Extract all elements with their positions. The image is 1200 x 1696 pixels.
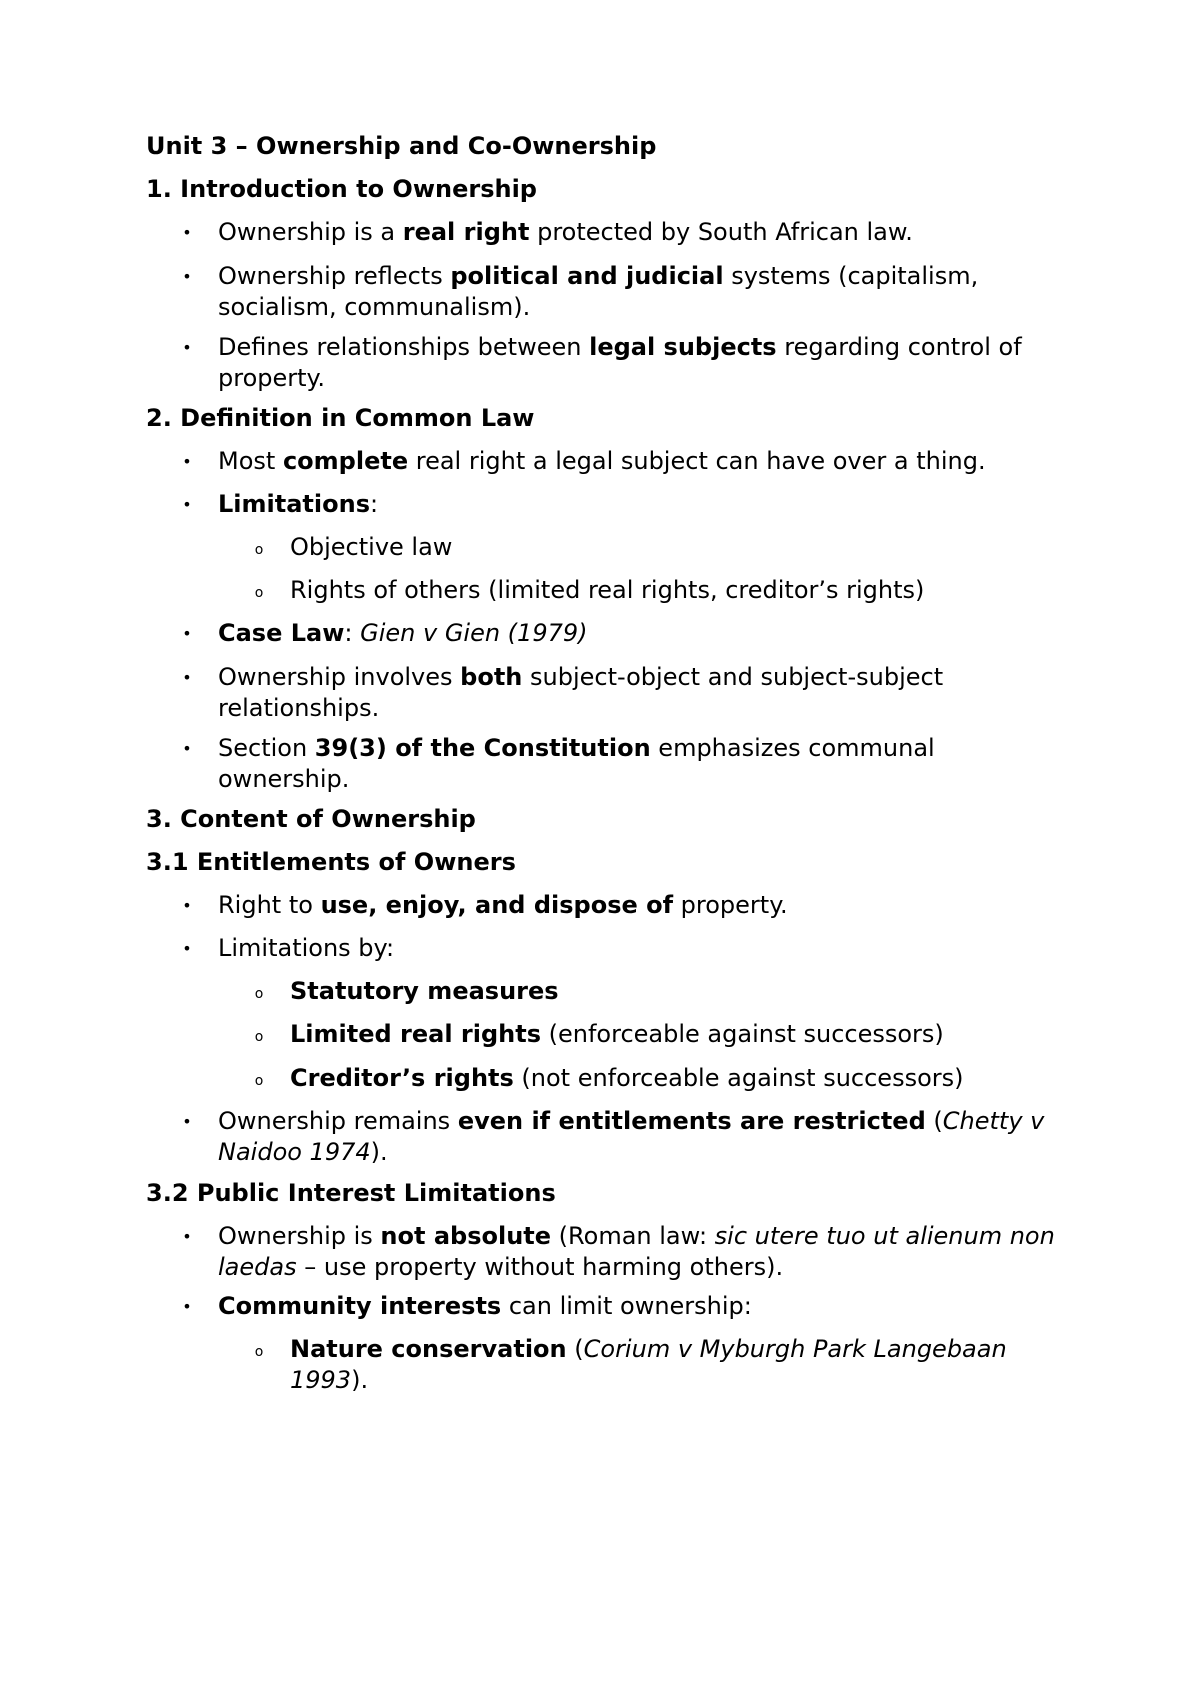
text-run: ). <box>370 1138 388 1166</box>
bold-text: use, enjoy, and dispose of <box>320 891 674 919</box>
bullet-marker: • <box>182 495 192 514</box>
bullet-marker: • <box>182 668 192 687</box>
bold-text: legal subjects <box>589 333 777 361</box>
italic-text: sic utere tuo ut alienum non laedas <box>218 1222 1055 1281</box>
bullet-marker: • <box>182 624 192 643</box>
text-run: Section <box>218 734 315 762</box>
text-run: Ownership involves <box>218 663 461 691</box>
bullet-marker: • <box>182 1297 192 1316</box>
bold-text: real right <box>402 218 530 246</box>
sub-bullet-item <box>254 1019 1060 1050</box>
bold-text: not absolute <box>380 1222 552 1250</box>
bold-text: both <box>460 663 523 691</box>
text-run: regarding control of property. <box>218 333 1022 392</box>
text-run: can limit ownership: <box>501 1292 752 1320</box>
bold-text: Limitations <box>218 490 370 518</box>
bullet-item <box>182 1221 1060 1283</box>
bold-text: Community interests <box>218 1292 502 1320</box>
text-run: Objective law <box>290 533 453 561</box>
section-heading: 3. Content of Ownership <box>146 805 476 833</box>
bullet-marker: • <box>182 1227 192 1246</box>
text-run: ( <box>925 1107 943 1135</box>
text-run: Ownership remains <box>218 1107 458 1135</box>
bold-text: even if entitlements are restricted <box>457 1107 926 1135</box>
text-run: ). <box>351 1366 369 1394</box>
bold-text: complete <box>282 447 409 475</box>
text-run: protected by South African law. <box>529 218 913 246</box>
text-run: systems (capitalism, socialism, communalism). <box>218 262 979 321</box>
bullet-item <box>182 1106 1060 1168</box>
text-run: (enforceable against successors) <box>541 1020 944 1048</box>
section-heading: 3.1 Entitlements of Owners <box>146 848 516 876</box>
sub-bullet-item <box>254 532 1060 563</box>
sub-bullet-marker: o <box>254 986 264 1002</box>
bullet-marker: • <box>182 896 192 915</box>
bullet-item <box>182 1291 1060 1322</box>
text-run: Limitations by: <box>218 934 395 962</box>
section-heading: 2. Definition in Common Law <box>146 404 535 432</box>
sub-bullet-item <box>254 1063 1060 1094</box>
sub-bullet-marker: o <box>254 585 264 601</box>
sub-bullet-marker: o <box>254 1344 264 1360</box>
sub-bullet-marker: o <box>254 1073 264 1089</box>
bullet-marker: • <box>182 452 192 471</box>
bullet-item <box>182 446 1060 477</box>
bullet-marker: • <box>182 267 192 286</box>
text-run: Defines relationships between <box>218 333 590 361</box>
text-run: – use property without harming others). <box>296 1253 784 1281</box>
text-run: real right a legal subject can have over a thing. <box>408 447 986 475</box>
sub-bullet-item <box>254 1334 1060 1396</box>
sub-bullet-marker: o <box>254 542 264 558</box>
bold-text: political and judicial <box>450 262 724 290</box>
bullet-item <box>182 733 1060 795</box>
bullet-marker: • <box>182 223 192 242</box>
bullet-item <box>182 933 1060 964</box>
bullet-marker: • <box>182 739 192 758</box>
section-heading: 1. Introduction to Ownership <box>146 175 537 203</box>
sub-bullet-item <box>254 976 1060 1007</box>
text-run: (not enforceable against successors) <box>513 1064 964 1092</box>
text-run: Rights of others (limited real rights, creditor’s rights) <box>290 576 925 604</box>
text-run: Most <box>218 447 283 475</box>
bold-text: Creditor’s rights <box>290 1064 514 1092</box>
text-run: (Roman law: <box>551 1222 715 1250</box>
text-run: : <box>369 490 379 518</box>
text-run: emphasizes communal ownership. <box>218 734 935 793</box>
bold-text: 39(3) of the Constitution <box>314 734 651 762</box>
text-run: subject-object and subject-subject relationships. <box>218 663 944 722</box>
bullet-item <box>182 662 1060 724</box>
text-run: Ownership is <box>218 1222 381 1250</box>
text-run: ( <box>566 1335 584 1363</box>
bullet-marker: • <box>182 338 192 357</box>
text-run: Ownership reflects <box>218 262 451 290</box>
document-title: Unit 3 – Ownership and Co-Ownership <box>146 132 657 160</box>
italic-text: Corium v Myburgh Park Langebaan 1993 <box>290 1335 1007 1394</box>
bold-text: Nature conservation <box>290 1335 567 1363</box>
bullet-item <box>182 332 1060 394</box>
bullet-item <box>182 217 1060 248</box>
italic-text: Gien v Gien (1979) <box>360 619 588 647</box>
bold-text: Case Law <box>218 619 345 647</box>
bold-text: Limited real rights <box>290 1020 542 1048</box>
section-heading: 3.2 Public Interest Limitations <box>146 1179 556 1207</box>
bullet-item <box>182 489 1060 520</box>
sub-bullet-marker: o <box>254 1029 264 1045</box>
bullet-marker: • <box>182 1112 192 1131</box>
bullet-marker: • <box>182 939 192 958</box>
text-run: Right to <box>218 891 321 919</box>
text-run: : <box>344 619 361 647</box>
bold-text: Statutory measures <box>290 977 559 1005</box>
text-run: property. <box>673 891 788 919</box>
text-run: Ownership is a <box>218 218 403 246</box>
italic-text: Chetty v Naidoo 1974 <box>218 1107 1045 1166</box>
bullet-item <box>182 618 1060 649</box>
sub-bullet-item <box>254 575 1060 606</box>
bullet-item <box>182 890 1060 921</box>
bullet-item <box>182 261 1060 323</box>
